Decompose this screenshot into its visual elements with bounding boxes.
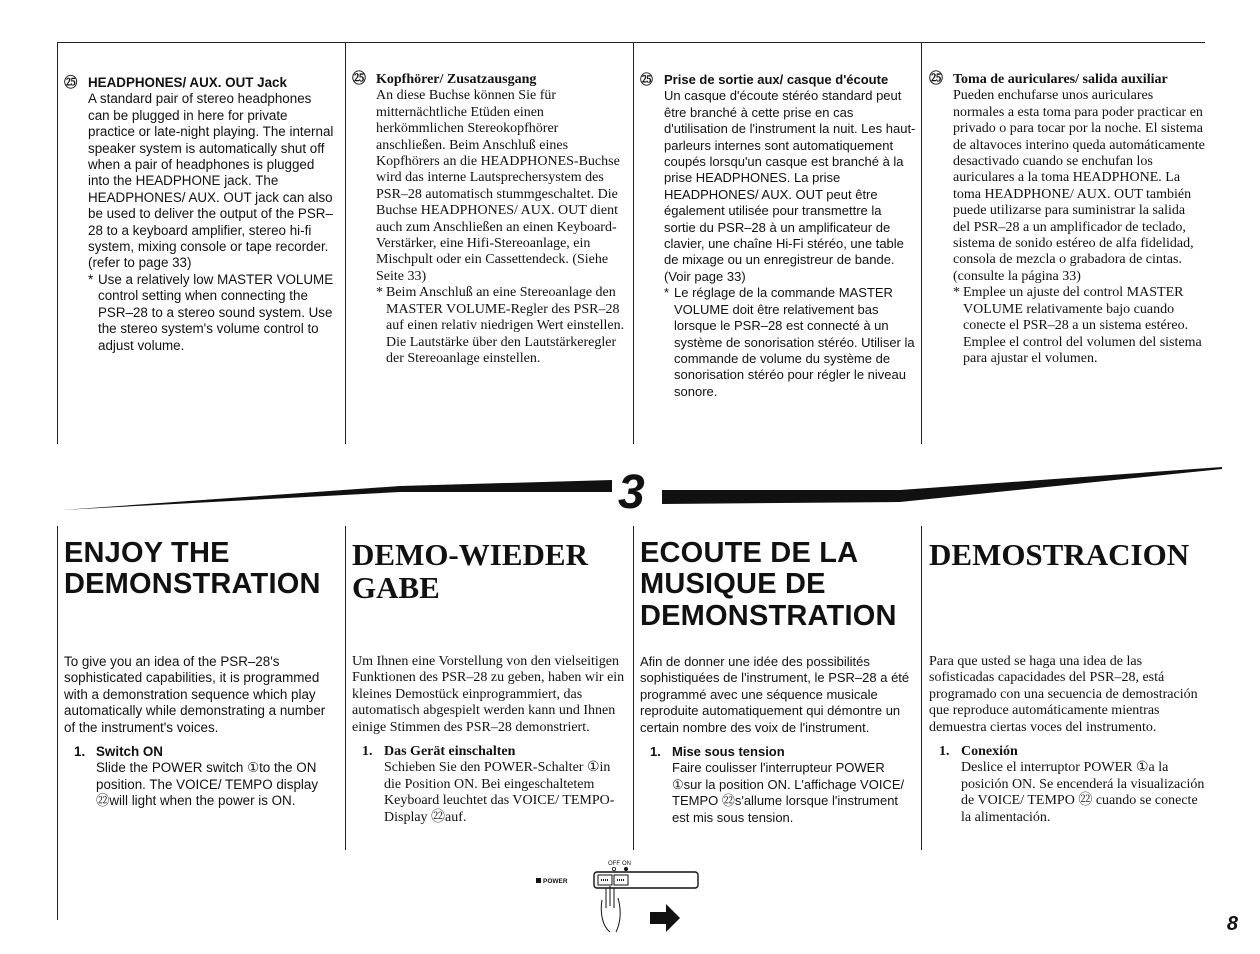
step-text: Deslice el interruptor POWER ①a la posición ON. Se encenderá la visualización de VOICE/ TEMPO ㉒ cuando se conecte la alimentación. [961, 760, 1205, 825]
note-text: Use a relatively low MASTER VOLUME control setting when connecting the PSR–28 to a stereo sound system. Use the stereo system's volume control to adjust volume. [98, 271, 334, 353]
circled-number: ㉕ [352, 72, 366, 87]
step-text: Schieben Sie den POWER-Schalter ①in die Position ON. Bei eingeschaltetem Keyboard leuchtet das VOICE/ TEMPO-Display ㉒auf. [384, 760, 615, 825]
heading-text: Prise de sortie aux/ casque d'écoute [664, 72, 889, 87]
demo-english-column [64, 654, 334, 810]
top-spanish-column [929, 72, 1205, 367]
step-heading: Das Gerät einschalten [384, 744, 516, 760]
demo-divider-3 [633, 526, 634, 850]
section-number-mark: 3 [618, 466, 645, 519]
intro-text: Para que usted se haga una idea de las sofisticadas capacidades del PSR–28, está programado con una secuencia de demostración que reproduce automáticamente mientras demuestra ciertas voces del instrumento. [929, 654, 1198, 735]
body-text: A standard pair of stereo headphones can be plugged in here for private practice or late-night playing. The internal speaker system is automatically shut off when a pair of headphones is plugged into the HEADPHONE jack. The HEADPHONES/ AUX. OUT jack can also be used to deliver the output of the PSR–28 to a keyboard amplifier, stereo hi-fi system, mixing console or tape recorder. (refer to page 33) [88, 91, 334, 271]
top-rule [57, 42, 1205, 43]
section-heading [64, 75, 336, 91]
demo-spanish-column [929, 654, 1209, 826]
demo-divider-2 [345, 526, 346, 850]
hand-icon [601, 886, 620, 932]
heading-text: Toma de auriculares/ salida auxiliar [953, 72, 1168, 87]
demo-german-column [352, 654, 626, 826]
circled-number: ㉕ [64, 75, 78, 90]
circled-number: ㉕ [640, 72, 654, 87]
step-number: 1. [650, 744, 661, 760]
spanish-title: DEMOSTRACION [929, 537, 1190, 572]
heading-text: HEADPHONES/ AUX. OUT Jack [88, 75, 287, 90]
top-divider-2 [345, 42, 346, 444]
step-text: Faire coulisser l'interrupteur POWER ①sur la position ON. L'affichage VOICE/ TEMPO ㉒s'allume lorsque l'instrument est mis sous tension. [672, 760, 905, 825]
step-number: 1. [74, 744, 86, 760]
section-divider-swoosh [0, 462, 1260, 522]
note-text: Beim Anschluß an eine Stereoanlage den MASTER VOLUME-Regler des PSR–28 auf einen relativ niedrigen Wert einstellen. Die Lautstärke über den Lautstärkeregler der Stereoanlage einstellen. [386, 285, 625, 366]
power-switch-illustration [530, 856, 710, 946]
body-text: Un casque d'écoute stéréo standard peut être branché à cette prise en cas d'utilisation de l'instrument la nuit. Les haut-parleurs internes sont automatiquement coupés lorsqu'un casque est branché à la prise HEADPHONES. La prise HEADPHONES/ AUX. OUT peut être également utilisée pour transmettre la sortie du PSR–28 à un amplificateur de clavier, une chaîne Hi-Fi stéréo, une table de mixage ou un enregistreur de bande. (Voir page 33) [664, 88, 916, 284]
note: * Use a relatively low MASTER VOLUME control setting when connecting the PSR–28 to a stereo sound system. Use the stereo system's volume control to adjust volume. [64, 272, 336, 354]
english-title: ENJOY THE DEMONSTRATION [64, 537, 321, 601]
top-french-column [640, 72, 916, 400]
intro-text: To give you an idea of the PSR–28's sophisticated capabilities, it is programmed with a demonstration sequence which play automatically while demonstrating a number of the instrument's voices. [64, 654, 326, 735]
note: * Le réglage de la commande MASTER VOLUME doit être relativement bas lorsque le PSR–28 est connecté à un système de sonorisation stéréo. Utiliser la commande de volume du système de sonorisation stéréo pour régler le niveau sonore. [664, 285, 915, 399]
step-text: Slide the POWER switch ①to the ON position. The VOICE/ TEMPO display ㉒will light when the power is ON. [96, 760, 319, 809]
step-1 [929, 744, 1209, 826]
note: * Emplee un ajuste del control MASTER VOLUME relativamente bajo cuando conecte el PSR–28 a un sistema estéreo. Emplee el control del volumen del sistema para ajustar el volumen. [929, 285, 1205, 367]
step-number: 1. [939, 744, 950, 760]
intro-text: Um Ihnen eine Vorstellung von den vielseitigen Funktionen des PSR–28 zu geben, haben wir ein kleines Demostück einprogrammiert, das automatisch abgespielt werden kann und Ihnen einige Stimmen des PSR–28 demonstriert. [352, 654, 625, 735]
step-1 [640, 744, 914, 826]
on-label: ON [622, 861, 631, 867]
step-1 [64, 744, 334, 810]
section-heading [640, 72, 916, 88]
right-arrow-icon [650, 904, 680, 932]
body-text: An diese Buchse können Sie für mitternächtliche Etüden einen herkömmlichen Stereokopfhörer anschließen. Beim Anschluß eines Kopfhörers an die HEADPHONES-Buchse wird das interne Lautsprechersystem des PSR–28 automatisch stummgeschaltet. Die Buchse HEADPHONES/ AUX. OUT dient auch zum Anschließen an einen Keyboard-Verstärker, eine Hifi-Stereoanlage, ein Mischpult oder ein Cassettendeck. (Siehe Seite 33) [376, 88, 620, 284]
step-heading: Switch ON [96, 744, 163, 760]
page-number: 8 [1226, 913, 1238, 935]
off-label: OFF [608, 861, 620, 867]
top-divider-4 [921, 42, 922, 444]
note-text: Emplee un ajuste del control MASTER VOLUME relativamente bajo cuando conecte el PSR–28 a un sistema estéreo. Emplee el control del volumen del sistema para ajustar el volumen. [963, 285, 1202, 366]
step-heading: Conexión [961, 744, 1018, 760]
step-number: 1. [362, 744, 373, 760]
step-heading: Mise sous tension [672, 744, 785, 760]
body-text: Pueden enchufarse unos auriculares normales a esta toma para poder practicar en privado o para tocar por la noche. El sistema de altavoces interino queda automáticamente desactivado cuando se enchufan los auriculares a la toma HEADPHONE. La toma HEADPHONE/ AUX. OUT también puede utilizarse para suministrar la salida del PSR–28 a un amplificador de teclado, sistema de sonido estéreo de alfa fidelidad, consola de mezcla o grabadora de cintas. (consulte la página 33) [953, 88, 1205, 284]
top-divider-3 [633, 42, 634, 444]
circled-number: ㉕ [929, 72, 943, 87]
demo-french-column [640, 654, 914, 826]
step-1 [352, 744, 626, 826]
power-label: POWER [543, 878, 568, 885]
heading-text: Kopfhörer/ Zusatzausgang [376, 72, 537, 87]
top-german-column [352, 72, 628, 367]
intro-text: Afin de donner une idée des possibilités sophistiquées de l'instrument, le PSR–28 a été programmé avec une séquence musicale reproduite automatiquement qui démontre un certain nombre des voix de l'instrument. [640, 654, 910, 735]
top-english-column [64, 75, 336, 354]
french-title: ECOUTE DE LA MUSIQUE DE DEMONSTRATION [640, 537, 897, 632]
demo-divider-1 [57, 526, 58, 920]
section-heading [929, 72, 1205, 88]
note-text: Le réglage de la commande MASTER VOLUME doit être relativement bas lorsque le PSR–28 est connecté à un système de sonorisation stéréo. Utiliser la commande de volume du système de sonorisation stéréo pour régler le niveau sonore. [674, 285, 915, 399]
demo-divider-4 [921, 526, 922, 850]
section-heading [352, 72, 628, 88]
german-title: DEMO-WIEDERGABE [352, 537, 588, 606]
top-divider-1 [57, 42, 58, 444]
note: * Beim Anschluß an eine Stereoanlage den MASTER VOLUME-Regler des PSR–28 auf einen relativ niedrigen Wert einstellen. Die Lautstärke über den Lautstärkeregler der Stereoanlage einstellen. [352, 285, 628, 367]
